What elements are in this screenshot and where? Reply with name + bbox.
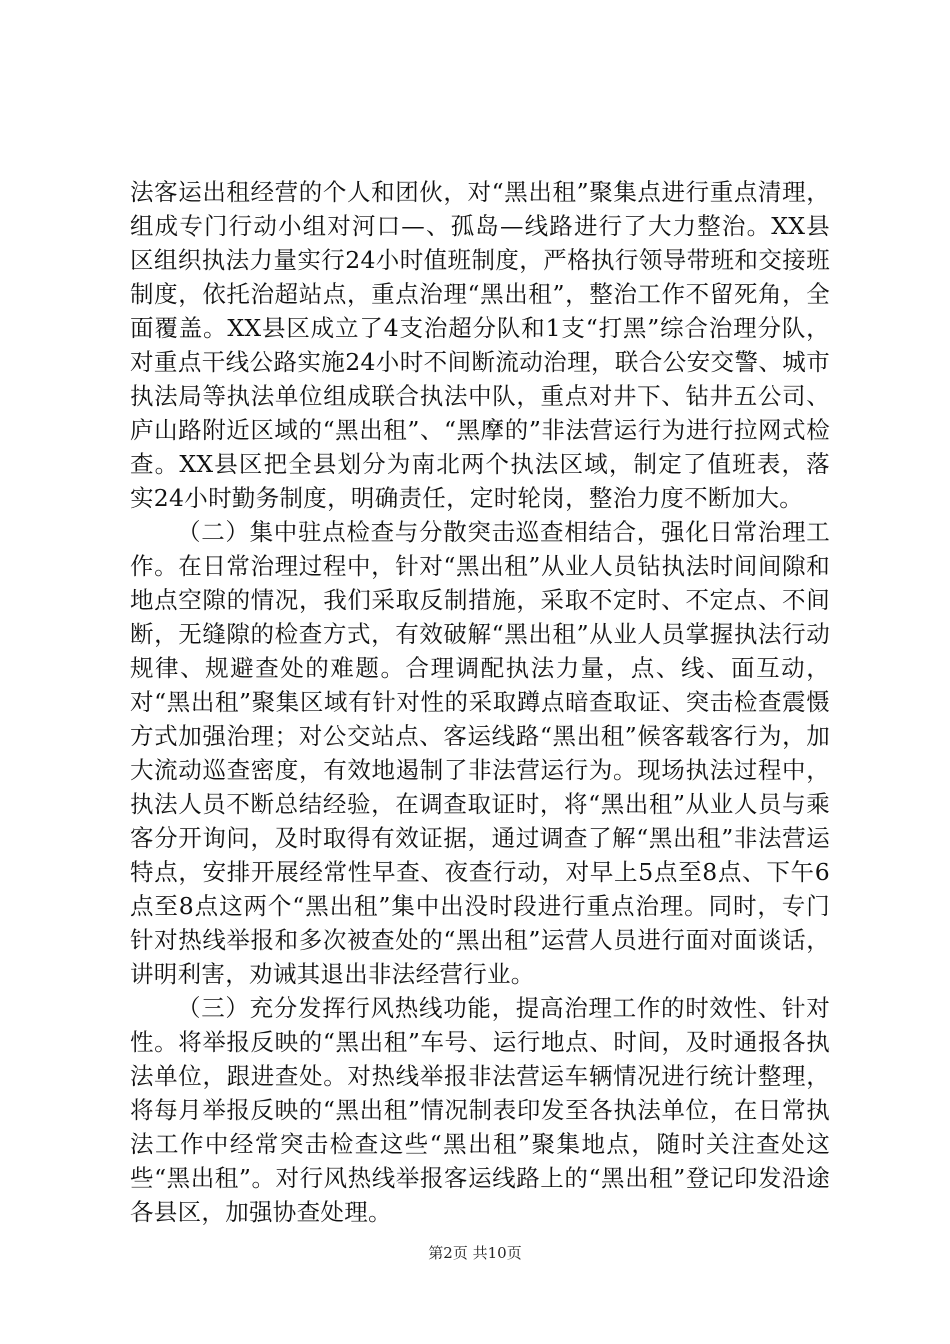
page-footer — [0, 1242, 950, 1263]
document-body — [130, 175, 830, 1229]
paragraph-1: 法客运出租经营的个人和团伙，对“黑出租”聚集点进行重点清理，组成专门行动小组对河口—、孤岛—线路进行了大力整治。XX县区组织执法力量实行24小时值班制度，严格执行领导带班和交接班制度，依托治超站点，重点治理“黑出租”，整治工作不留死角，全面覆盖。XX县区成立了4支治超分队和1支“打黑”综合治理分队，对重点干线公路实施24小时不间断流动治理，联合公安交警、城市执法局等执法单位组成联合执法中队，重点对井下、钻井五公司、庐山路附近区域的“黑出租”、“黑摩的”非法营运行为进行拉网式检查。XX县区把全县划分为南北两个执法区域，制定了值班表，落实24小时勤务制度，明确责任，定时轮岗，整治力度不断加大。 — [130, 178, 830, 512]
paragraph-3: （三）充分发挥行风热线功能，提高治理工作的时效性、针对性。将举报反映的“黑出租”车号、运行地点、时间，及时通报各执法单位，跟进查处。对热线举报非法营运车辆情况进行统计整理，将每月举报反映的“黑出租”情况制表印发至各执法单位，在日常执法工作中经常突击检查这些“黑出租”聚集地点，随时关注查处这些“黑出租”。对行风热线举报客运线路上的“黑出租”登记印发沿途各县区，加强协查处理。 — [130, 994, 830, 1226]
paragraph-2: （二）集中驻点检查与分散突击巡查相结合，强化日常治理工作。在日常治理过程中，针对“黑出租”从业人员钻执法时间间隙和地点空隙的情况，我们采取反制措施，采取不定时、不定点、不间断，无缝隙的检查方式，有效破解“黑出租”从业人员掌握执法行动规律、规避查处的难题。合理调配执法力量，点、线、面互动，对“黑出租”聚集区域有针对性的采取蹲点暗查取证、突击检查震慑方式加强治理；对公交站点、客运线路“黑出租”候客载客行为，加大流动巡查密度，有效地遏制了非法营运行为。现场执法过程中，执法人员不断总结经验，在调查取证时，将“黑出租”从业人员与乘客分开询问，及时取得有效证据，通过调查了解“黑出租”非法营运特点，安排开展经常性早查、夜查行动，对早上5点至8点、下午6点至8点这两个“黑出租”集中出没时段进行重点治理。同时，专门针对热线举报和多次被查处的“黑出租”运营人员进行面对面谈话，讲明利害，劝诫其退出非法经营行业。 — [130, 518, 830, 988]
page-number: 第2页 共10页 — [428, 1244, 522, 1262]
